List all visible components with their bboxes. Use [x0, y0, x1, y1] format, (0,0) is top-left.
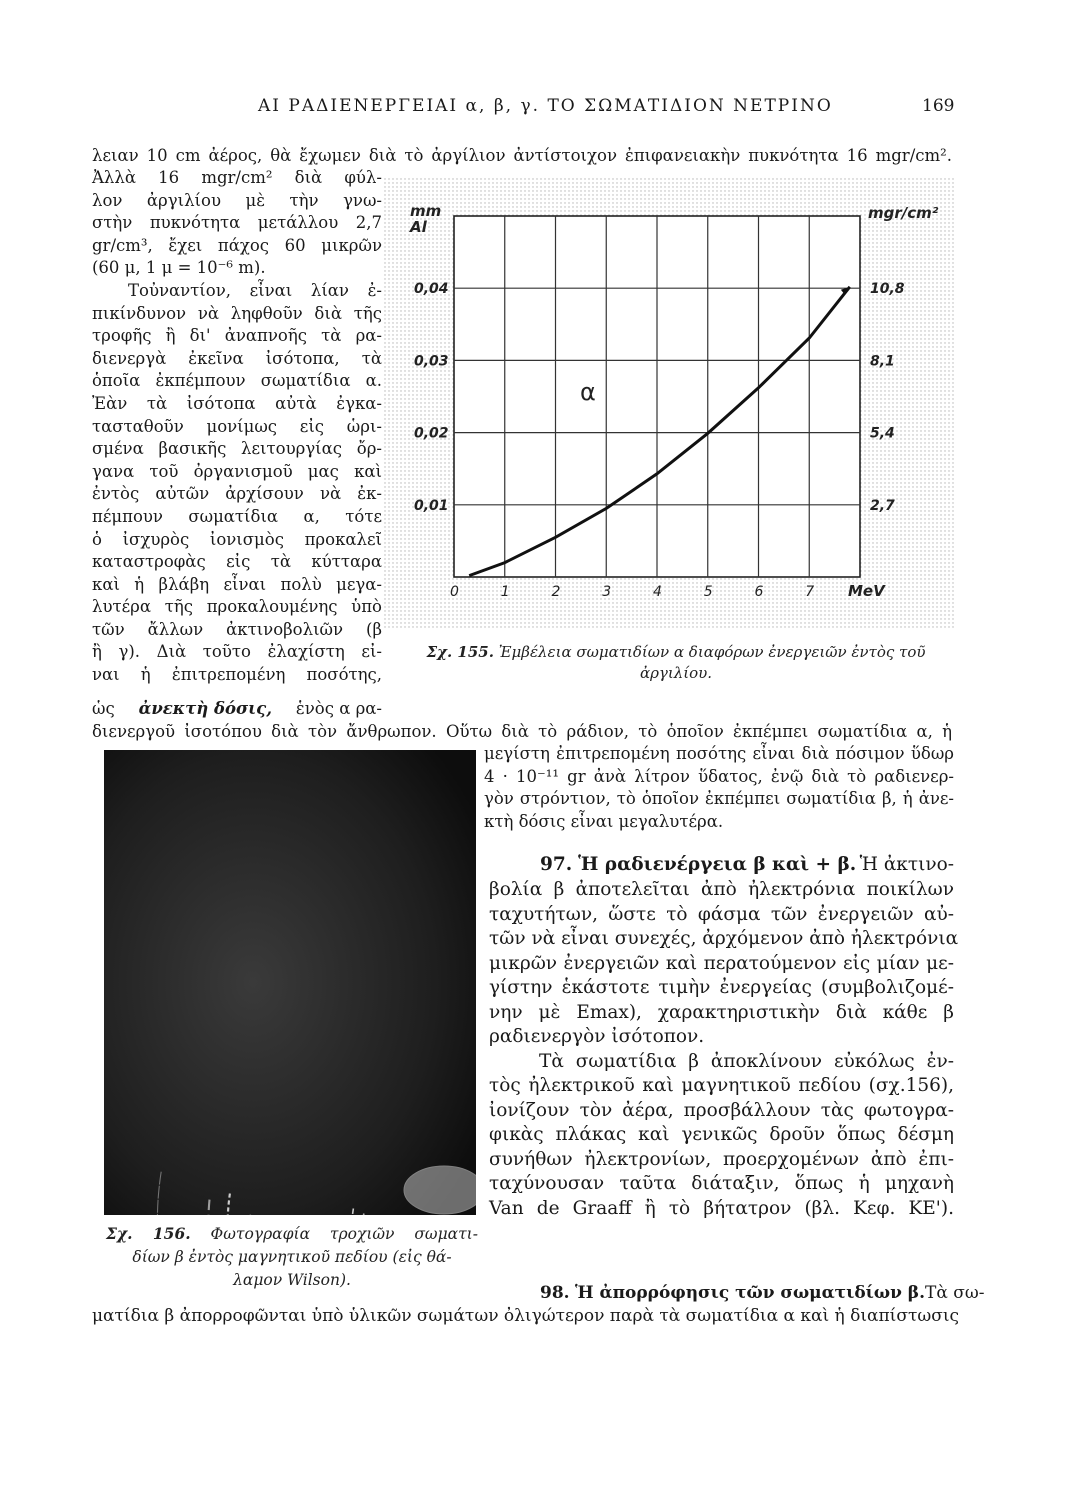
paragraph-line: στὴν πυκνότητα μετάλλου 2,7 [92, 213, 382, 233]
caption-line [106, 1222, 478, 1246]
figure-label: Σχ. 155. [426, 643, 494, 661]
paragraph-line: ὁ ἰσχυρὸς ἰονισμὸς προκαλεῖ [92, 529, 382, 549]
text-span: Τὰ σω- [925, 1283, 985, 1303]
range-chart [384, 178, 954, 630]
y-tick-label-right: 8,1 [870, 353, 895, 370]
paragraph-line: 4 · 10⁻¹¹ gr ἀνὰ λίτρον ὕδατος, ἐνῷ διὰ τὸ ραδιενερ- [484, 766, 954, 786]
running-title: ΑΙ ΡΑΔΙΕΝΕΡΓΕΙΑΙ α, β, γ. ΤΟ ΣΩΜΑΤΙΔΙΟΝ ΝΕΤΡΙΝΟ [258, 96, 833, 116]
paragraph-line: νην μὲ Emax), χαρακτηριστικὴν διὰ κάθε β [489, 1001, 954, 1023]
paragraph-line: λυτέρα τῆς προκαλουμένης ὑπὸ [92, 597, 382, 617]
paragraph-line: διενεργὰ ἐκεῖνα ἰσότοπα, τὰ [92, 348, 382, 368]
caption-line: δίων β ἐντὸς μαγνητικοῦ πεδίου (εἰς θά- [132, 1248, 452, 1266]
paragraph-line: τῶν ἄλλων ἀκτινοβολιῶν (β [92, 619, 382, 639]
paragraph-line: γανα τοῦ ὀργανισμοῦ μας καὶ [92, 461, 382, 481]
paragraph-line: ὁποῖα ἐκπέμπουν σωματίδια α. [92, 371, 382, 391]
caption-line: λαμον Wilson). [233, 1271, 351, 1289]
paragraph-line: καὶ ἡ βλάβη εἶναι πολὺ μεγα- [92, 574, 382, 594]
paragraph-line: πικίνδυνον νὰ ληφθοῦν διὰ τῆς [92, 303, 382, 323]
bold-term: ἀνεκτὴ δόσις, [138, 699, 272, 718]
y-axis-label-left-unit: mm Al [410, 202, 442, 236]
paragraph-line: ἢ γ). Διὰ τοῦτο ἐλαχίστη εἰ- [92, 642, 382, 662]
paragraph-line: γὸν στρόντιον, τὸ ὁποῖον ἐκπέμπει σωματίδια β, ἡ ἀνε- [484, 789, 954, 809]
y-tick-label-left: 0,04 [414, 281, 449, 298]
x-tick-label: 5 [703, 584, 713, 600]
source-glow [404, 1166, 476, 1214]
paragraph-line: ματίδια β ἀπορροφῶνται ὑπὸ ὑλικῶν σωμάτων ὀλιγώτερον παρὰ τὰ σωματίδια α καὶ ἡ διαπίστωσις [92, 1306, 959, 1326]
paragraph-line: ναι ἡ ἐπιτρεπομένη ποσότης, [92, 665, 382, 685]
paragraph-line: λον ἀργιλίου μὲ τὴν γνω- [92, 190, 382, 210]
y-tick-label-right: 5,4 [870, 425, 895, 442]
y-tick-label-right: 10,8 [870, 281, 905, 298]
x-tick-label: 4 [653, 584, 662, 600]
figure-label: Σχ. 156. [106, 1224, 191, 1243]
text-span: ἑνὸς α ρα- [295, 699, 382, 718]
section-title: Ἡ ραδιενέργεια β καὶ + β. [578, 854, 857, 875]
section-number: 98. [540, 1283, 570, 1303]
paragraph-line: σμένα βασικῆς λειτουργίας ὄρ- [92, 439, 382, 459]
paragraph-line: μικρῶν ἐνεργειῶν καὶ περατούμενον εἰς μίαν με- [489, 952, 954, 974]
paragraph-line: μεγίστη ἐπιτρεπομένη ποσότης εἶναι διὰ πόσιμον ὕδωρ [484, 744, 954, 763]
paragraph-line: βολία β ἀποτελεῖται ἀπὸ ἠλεκτρόνια ποικίλων [489, 879, 954, 900]
paragraph-line: ταχυτήτων, ὥστε τὸ φάσμα τῶν ἐνεργειῶν αὐ- [489, 903, 954, 925]
right-block-text [484, 743, 954, 833]
paragraph-line: καταστροφὰς εἰς τὰ κύτταρα [92, 552, 382, 572]
curve-label: α [580, 378, 596, 406]
paragraph-line: διενεργοῦ ἰσοτόπου διὰ τὸν ἄνθρωπον. Οὕτω διὰ τὸ ράδιον, τὸ ὁποῖον ἐκπέμπει σωματίδια α, ἡ [92, 722, 952, 741]
y-tick-label-left: 0,02 [414, 425, 449, 442]
y-axis-label-right-unit: mgr/cm² [868, 204, 939, 222]
paragraph-line: gr/cm³, ἔχει πάχος 60 μικρῶν [92, 235, 382, 255]
paragraph-line: Τὰ σωματίδια β ἀποκλίνουν εὐκόλως ἐν- [539, 1050, 954, 1072]
cloud-chamber-photo [104, 750, 476, 1215]
y-tick-label-right: 2,7 [870, 497, 895, 514]
caption-text: Φωτογραφία τροχιῶν σωματι- [210, 1225, 478, 1243]
paragraph-line: Ἀλλὰ 16 mgr/cm² διὰ φύλ- [92, 168, 382, 187]
section-97-heading [540, 853, 954, 878]
paragraph-line: τὸς ἠλεκτρικοῦ καὶ μαγνητικοῦ πεδίου (σχ.156), [489, 1075, 954, 1096]
paragraph-line: τασταθοῦν μονίμως εἰς ὡρι- [92, 416, 382, 436]
paragraph-line: φικὰς πλάκας καὶ γενικῶς δροῦν ὅπως δέσμη [489, 1124, 954, 1145]
paragraph-line: Van de Graaff ἢ τὸ βήτατρον (βλ. Κεφ. ΚΕ'). [489, 1197, 954, 1219]
paragraph-line: ταχύνουσαν ταῦτα διάταξιν, ὅπως ἡ μηχανὴ [489, 1173, 954, 1194]
paragraph-line: (60 μ, 1 μ = 10⁻⁶ m). [92, 258, 266, 278]
section-98-heading [540, 1282, 985, 1304]
text-span: ὡς [92, 699, 115, 718]
paragraph-line: ἐντὸς αὐτῶν ἀρχίσουν νὰ ἐκ- [92, 484, 382, 504]
paragraph-line: Τοὐναντίον, εἶναι λίαν ἐ- [128, 280, 382, 300]
paragraph-line: πέμπουν σωματίδια α, τότε [92, 506, 382, 526]
paragraph-line: ραδιενεργὸν ἰσότοπον. [489, 1026, 705, 1047]
section-number: 97. [540, 854, 573, 875]
x-axis-label: MeV [848, 582, 885, 600]
section-title: Ἡ ἀπορρόφησις τῶν σωματιδίων β. [574, 1283, 926, 1303]
x-tick-label: 0 [450, 584, 459, 600]
caption-text: Ἐμβέλεια σωματιδίων α διαφόρων ἐνεργειῶν ἐντὸς τοῦ [498, 643, 926, 661]
x-tick-label: 2 [551, 584, 561, 600]
paragraph-line: τῶν νὰ εἶναι συνεχές, ἀρχόμενον ἀπὸ ἠλεκτρόνια [489, 928, 959, 949]
paragraph-line: τροφῆς ἢ δι' ἀναπνοῆς τὰ ρα- [92, 326, 382, 346]
section-97-body [489, 878, 959, 1221]
paragraph-line: συνήθων ἠλεκτρονίων, προερχομένων ἀπὸ ἐπι- [489, 1148, 954, 1170]
paragraph-line: γίστην ἑκάστοτε τιμὴν ἐνεργείας (συμβολιζομέ- [489, 977, 954, 998]
page-number: 169 [922, 96, 955, 116]
x-tick-label: 7 [805, 584, 815, 600]
paragraph-line: Ἐὰν τὰ ἰσότοπα αὐτὰ ἐγκα- [92, 393, 382, 413]
y-tick-label-left: 0,01 [414, 497, 449, 514]
y-tick-label-left: 0,03 [414, 353, 449, 370]
paragraph-line: κτὴ δόσις εἶναι μεγαλυτέρα. [484, 811, 724, 831]
paragraph-line: ἰονίζουν τὸν ἀέρα, προσβάλλουν τὰς φωτογρα- [489, 1099, 954, 1121]
x-tick-label: 1 [500, 584, 510, 600]
caption-text: ἀργιλίου. [639, 664, 713, 682]
paragraph-line: λειαν 10 cm ἀέρος, θὰ ἔχωμεν διὰ τὸ ἀργίλιον ἀντίστοιχον ἐπιφανειακὴν πυκνότητα 16 mgr/cm². [92, 146, 952, 165]
left-column-text [92, 167, 382, 687]
figure-156-caption [106, 1222, 478, 1292]
paragraph-line [92, 698, 382, 721]
x-tick-label: 3 [602, 584, 612, 600]
text-span: Ἡ ἀκτινο- [859, 854, 954, 875]
x-tick-label: 6 [754, 584, 764, 600]
figure-155-caption [398, 642, 954, 684]
